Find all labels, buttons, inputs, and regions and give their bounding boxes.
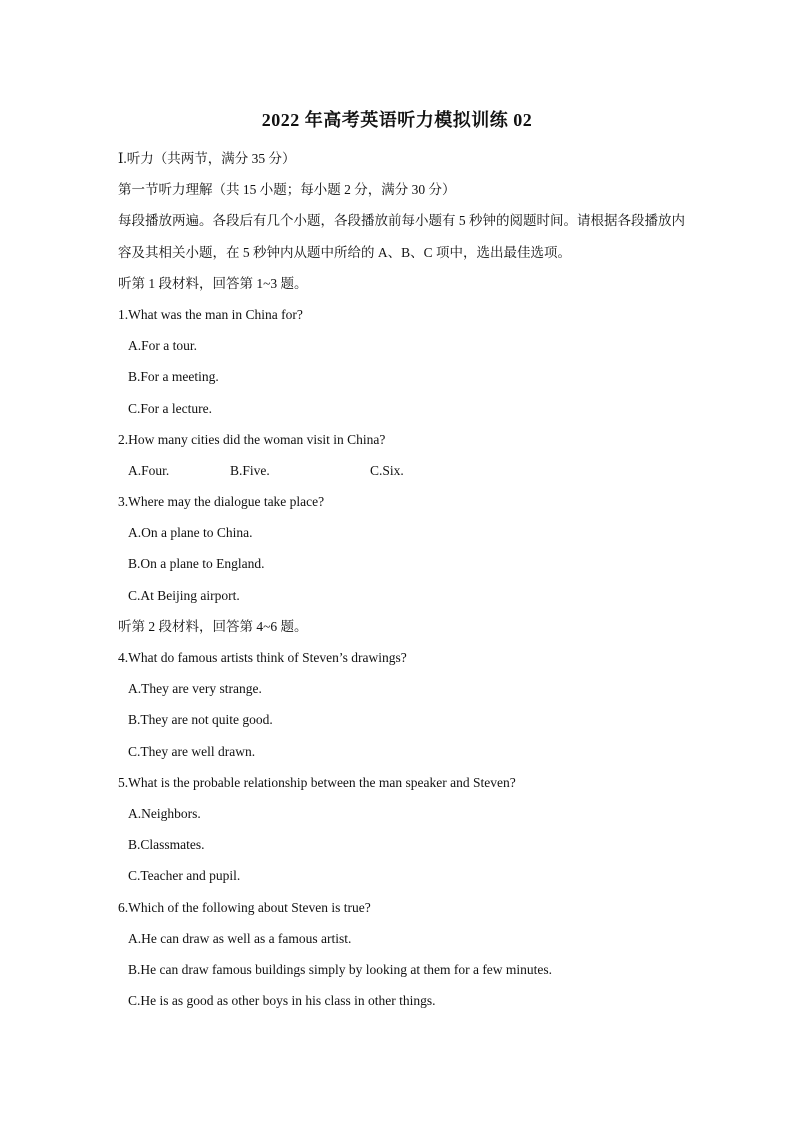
page-title: 2022 年高考英语听力模拟训练 02 — [261, 110, 533, 130]
q6-option-b: B.He can draw famous buildings simply by looking at them for a few minutes. — [128, 961, 553, 977]
passage2-heading: 听第 2 段材料，回答第 4~6 题。 — [118, 618, 308, 634]
q4-option-b: B.They are not quite good. — [128, 712, 273, 728]
q5-option-b: B.Classmates. — [128, 837, 205, 853]
q2-option-b: B.Five. — [230, 462, 270, 478]
document-body — [118, 143, 688, 1016]
q6-option-a: A.He can draw as well as a famous artist. — [128, 930, 352, 946]
question-4: 4.What do famous artists think of Steven’s drawings? — [118, 650, 407, 666]
q3-option-c: C.At Beijing airport. — [128, 587, 240, 603]
q2-option-a: A.Four. — [128, 462, 170, 478]
q5-option-a: A.Neighbors. — [128, 805, 201, 821]
q2-option-c: C.Six. — [370, 462, 404, 478]
q6-option-c: C.He is as good as other boys in his class in other things. — [128, 993, 436, 1009]
instructions: 每段播放两遍。各段后有几个小题，各段播放前每小题有 5 秒钟的阅题时间。请根据各段播放内容及其相关小题，在 5 秒钟内从题中所给的 A、B、C 项中，选出最佳选项。 — [118, 213, 685, 260]
q3-option-a: A.On a plane to China. — [128, 525, 253, 541]
section-heading: Ⅰ.听力（共两节，满分 35 分） — [118, 151, 296, 166]
question-3: 3.Where may the dialogue take place? — [118, 494, 325, 510]
q1-option-b: B.For a meeting. — [128, 369, 219, 385]
passage1-heading: 听第 1 段材料，回答第 1~3 题。 — [118, 275, 308, 291]
q4-option-a: A.They are very strange. — [128, 681, 262, 697]
q3-option-b: B.On a plane to England. — [128, 556, 265, 572]
question-6: 6.Which of the following about Steven is true? — [118, 899, 371, 915]
q2-options-row — [118, 455, 688, 486]
q1-option-a: A.For a tour. — [128, 338, 197, 354]
q1-option-c: C.For a lecture. — [128, 400, 212, 416]
question-5: 5.What is the probable relationship between the man speaker and Steven? — [118, 774, 516, 790]
q5-option-c: C.Teacher and pupil. — [128, 868, 241, 884]
part-heading: 第一节听力理解（共 15 小题；每小题 2 分，满分 30 分） — [118, 182, 456, 198]
question-2: 2.How many cities did the woman visit in China? — [118, 431, 386, 447]
question-1: 1.What was the man in China for? — [118, 306, 303, 322]
q4-option-c: C.They are well drawn. — [128, 743, 256, 759]
